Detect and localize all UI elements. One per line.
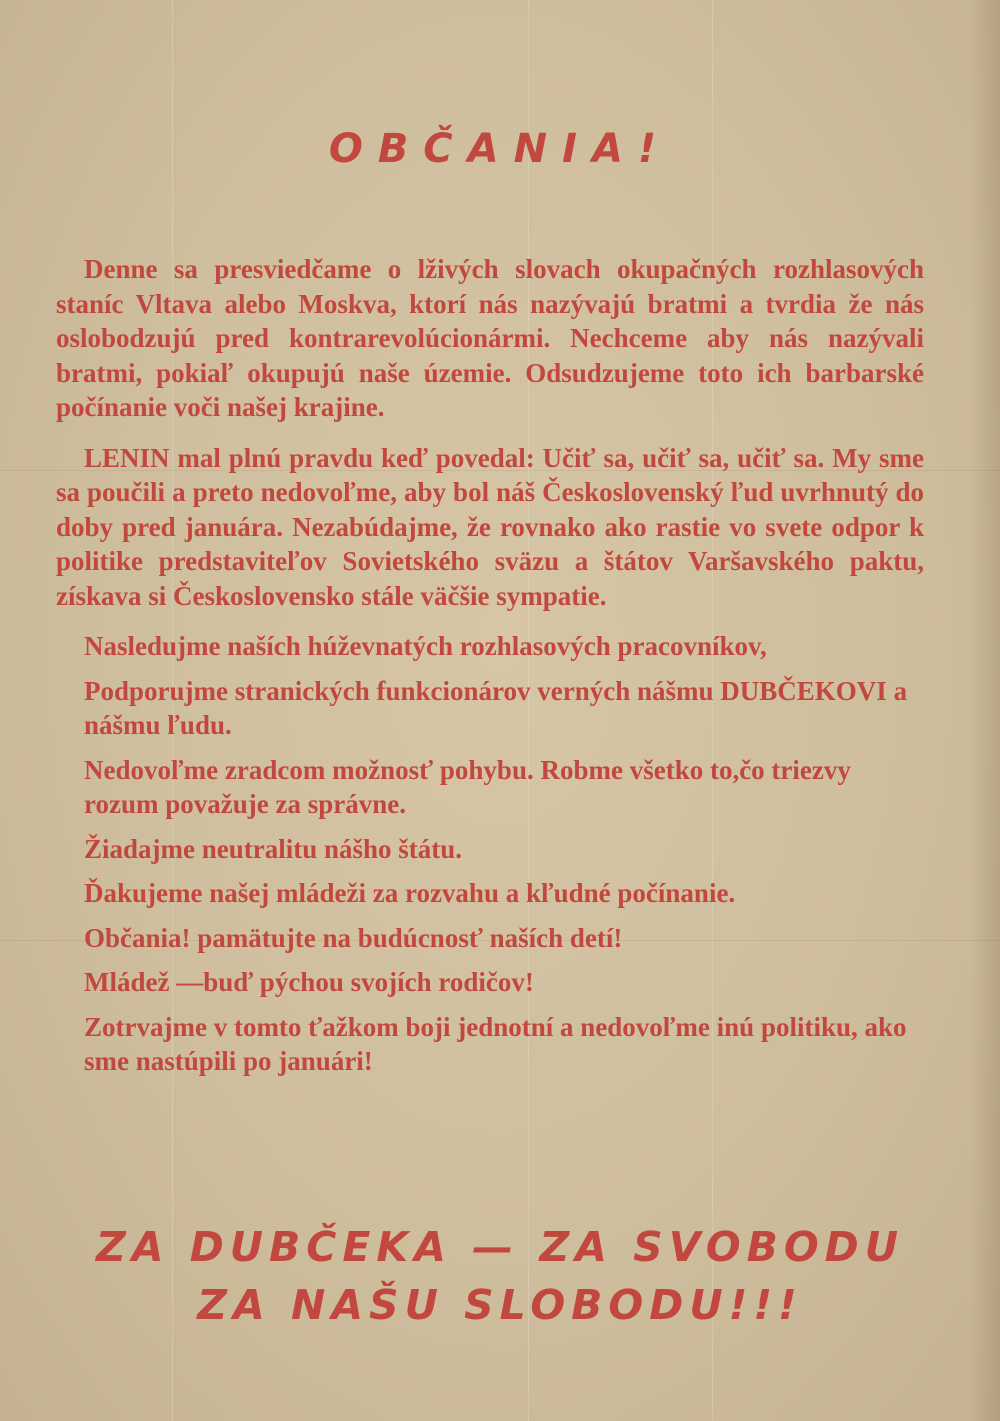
appeal-persevere: Zotrvajme v tomto ťažkom boji jednotní a nedovoľme inú politiku, ako sme nastúpili po januári! — [84, 1011, 907, 1076]
slogan-our-freedom: ZA NAŠU SLOBODU!!! — [197, 1281, 803, 1329]
appeal-citizens-children: Občania! pamätujte na budúcnosť naších detí! — [84, 922, 623, 953]
appeal-radio-workers: Nasledujme naších húževnatých rozhlasových pracovníkov, — [84, 631, 767, 661]
paper-edge-shadow — [970, 0, 1000, 1421]
leaflet-body — [56, 252, 924, 1089]
paragraph-occupation-radio: Denne sa presviedčame o lživých slovach okupačných rozhlasových staníc Vltava alebo Moskva, ktorí nás nazývajú bratmi a tvrdia že nás oslobodzujú pred kontrarevolúcionármi. Nechceme aby nás nazývali bratmi, pokiaľ okupujú naše územie. Odsudzujeme toto ich barbarské počínanie voči našej krajine. — [56, 254, 924, 422]
appeal-neutrality: Žiadajme neutralitu nášho štátu. — [84, 833, 463, 864]
closing-slogans — [0, 1218, 1000, 1334]
slogan-dubcek-freedom: ZA DUBČEKA — ZA SVOBODU — [95, 1223, 904, 1271]
paragraph-lenin: LENIN mal plnú pravdu keď povedal: Učiť sa, učiť sa, učiť sa. My sme sa poučili a preto nedovoľme, aby bol náš Československý ľud uvrhnutý do doby pred januára. Nezabúdajme, že rovnako ako rastie vo svete odpor k politike predstaviteľov Sovietského sväzu a štátov Varšavského paktu, získava si Československo stále väčšie sympatie. — [56, 442, 924, 611]
appeal-thank-youth: Ďakujeme našej mládeži za rozvahu a kľudné počínanie. — [84, 878, 736, 908]
appeal-youth-pride: Mládež —buď pýchou svojích rodičov! — [84, 967, 534, 997]
appeal-support-functionaries: Podporujme stranických funkcionárov verných nášmu DUBČEKOVI a nášmu ľudu. — [84, 675, 908, 740]
appeal-traitors: Nedovoľme zradcom možnosť pohybu. Robme všetko to,čo triezvy rozum považuje za správne. — [84, 754, 851, 819]
leaflet-title: OBČANIA! — [328, 126, 672, 172]
